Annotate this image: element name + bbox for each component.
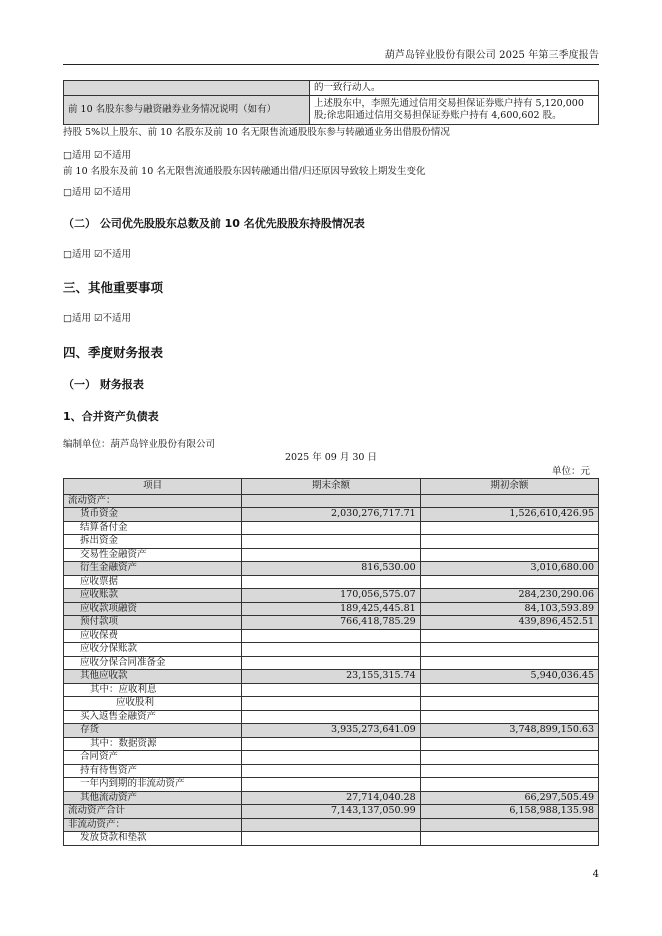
- row-label: 一年内到期的非流动资产: [64, 778, 242, 792]
- table-row: [64, 737, 599, 751]
- compiler-label: 编制单位：葫芦岛锌业股份有限公司: [63, 439, 216, 450]
- section-financial-statements: 四、季度财务报表: [63, 345, 164, 360]
- row-begin-balance: [420, 818, 598, 832]
- subsection-balance-sheet: 1、合并资产负债表: [63, 410, 159, 423]
- table-header-row: [64, 479, 599, 495]
- applicability-check-4: □适用 ☑不适用: [63, 313, 132, 324]
- row-label: 衍生金融资产: [64, 562, 242, 576]
- row-begin-balance: 284,230,290.06: [420, 589, 598, 603]
- row-begin-balance: 439,896,452.51: [420, 616, 598, 630]
- margin-trading-label: 前 10 名股东参与融资融券业务情况说明（如有）: [64, 96, 310, 125]
- report-date: 2025 年 09 月 30 日: [285, 452, 377, 463]
- table-row: [64, 575, 599, 589]
- row-begin-balance: [420, 683, 598, 697]
- row-begin-balance: [420, 751, 598, 765]
- table-row: [64, 535, 599, 549]
- row-end-balance: [242, 575, 420, 589]
- row-begin-balance: 3,010,680.00: [420, 562, 598, 576]
- table-row: [64, 670, 599, 684]
- row-end-balance: [242, 535, 420, 549]
- table-row: [64, 683, 599, 697]
- paragraph-lending: 持股 5%以上股东、前 10 名股东及前 10 名无限售流通股股东参与转融通业务出借股份情况: [63, 127, 450, 138]
- row-label: 其他应收款: [64, 670, 242, 684]
- balance-sheet-table: [63, 478, 599, 846]
- row-begin-balance: 84,103,593.89: [420, 602, 598, 616]
- row-begin-balance: [420, 737, 598, 751]
- row-label: 持有待售资产: [64, 764, 242, 778]
- row-end-balance: 23,155,315.74: [242, 670, 420, 684]
- row-end-balance: 7,143,137,050.99: [242, 805, 420, 819]
- row-begin-balance: [420, 494, 598, 508]
- table-row: [64, 764, 599, 778]
- row-label: 预付款项: [64, 616, 242, 630]
- row-end-balance: 3,935,273,641.09: [242, 724, 420, 738]
- section-preferred-shares: （二） 公司优先股股东总数及前 10 名优先股股东持股情况表: [63, 217, 365, 230]
- row-end-balance: [242, 737, 420, 751]
- row-label: 应收分保合同准备金: [64, 656, 242, 670]
- table-row: [64, 710, 599, 724]
- row-label: 流动资产：: [64, 494, 242, 508]
- table-row: [64, 778, 599, 792]
- row-end-balance: 27,714,040.28: [242, 791, 420, 805]
- row-begin-balance: 5,940,036.45: [420, 670, 598, 684]
- row-end-balance: [242, 832, 420, 846]
- row-end-balance: [242, 778, 420, 792]
- row-begin-balance: 3,748,899,150.63: [420, 724, 598, 738]
- row-end-balance: [242, 697, 420, 711]
- shareholder-note-table: [63, 80, 599, 125]
- row-end-balance: [242, 683, 420, 697]
- row-label: 合同资产: [64, 751, 242, 765]
- applicability-check-1: □适用 ☑不适用: [63, 150, 132, 161]
- row-label: 应收保费: [64, 629, 242, 643]
- table-row: [64, 656, 599, 670]
- row-begin-balance: [420, 643, 598, 657]
- row-begin-balance: [420, 778, 598, 792]
- table-row: [64, 548, 599, 562]
- table-row: [64, 589, 599, 603]
- row-end-balance: [242, 494, 420, 508]
- table-row: [64, 602, 599, 616]
- table-row: [64, 508, 599, 522]
- row-label: 应收股利: [64, 697, 242, 711]
- row-end-balance: [242, 710, 420, 724]
- table-row: [64, 818, 599, 832]
- blank-cell: [64, 81, 310, 96]
- row-begin-balance: [420, 575, 598, 589]
- row-begin-balance: [420, 697, 598, 711]
- table-row: [64, 751, 599, 765]
- row-end-balance: [242, 656, 420, 670]
- currency-unit: 单位：元: [551, 466, 590, 477]
- row-label: 非流动资产：: [64, 818, 242, 832]
- row-end-balance: 170,056,575.07: [242, 589, 420, 603]
- row-label: 结算备付金: [64, 521, 242, 535]
- row-label: 货币资金: [64, 508, 242, 522]
- table-row: [64, 791, 599, 805]
- row-begin-balance: 1,526,610,426.95: [420, 508, 598, 522]
- row-end-balance: [242, 643, 420, 657]
- table-row: [64, 805, 599, 819]
- header-item: 项目: [64, 479, 242, 495]
- table-row: [64, 616, 599, 630]
- paragraph-change: 前 10 名股东及前 10 名无限售流通股股东因转融通出借/归还原因导致较上期发生变化: [63, 166, 426, 177]
- row1-right-cell: 的一致行动人。: [310, 81, 599, 96]
- applicability-check-3: □适用 ☑不适用: [63, 249, 132, 260]
- margin-trading-detail-line2: 股;徐忠阳通过信用交易担保证券账户持有 4,600,602 股。: [314, 110, 562, 121]
- row-end-balance: [242, 548, 420, 562]
- row-label: 存货: [64, 724, 242, 738]
- row-end-balance: 189,425,445.81: [242, 602, 420, 616]
- margin-trading-detail-line1: 上述股东中，李照先通过信用交易担保证券账户持有 5,120,000: [314, 98, 584, 109]
- table-row: [64, 494, 599, 508]
- row-end-balance: [242, 751, 420, 765]
- row-end-balance: 816,530.00: [242, 562, 420, 576]
- row-end-balance: [242, 818, 420, 832]
- table-row: [64, 521, 599, 535]
- row-begin-balance: [420, 521, 598, 535]
- row-label: 拆出资金: [64, 535, 242, 549]
- row-begin-balance: [420, 710, 598, 724]
- section-other-matters: 三、其他重要事项: [63, 280, 164, 295]
- page-header-title: 葫芦岛锌业股份有限公司 2025 年第三季度报告: [384, 50, 599, 61]
- row-begin-balance: [420, 764, 598, 778]
- table-row: [64, 629, 599, 643]
- row-begin-balance: [420, 548, 598, 562]
- row-begin-balance: [420, 832, 598, 846]
- table-row: [64, 643, 599, 657]
- row-label: 流动资产合计: [64, 805, 242, 819]
- row-begin-balance: [420, 629, 598, 643]
- row-label: 其中：应收利息: [64, 683, 242, 697]
- row-label: 发放贷款和垫款: [64, 832, 242, 846]
- row-begin-balance: 66,297,505.49: [420, 791, 598, 805]
- row-label: 应收票据: [64, 575, 242, 589]
- row-begin-balance: [420, 656, 598, 670]
- table-row: [64, 562, 599, 576]
- row-end-balance: 766,418,785.29: [242, 616, 420, 630]
- row-begin-balance: 6,158,988,135.98: [420, 805, 598, 819]
- table-row: [64, 832, 599, 846]
- row-end-balance: 2,030,276,717.71: [242, 508, 420, 522]
- margin-trading-detail: [310, 96, 599, 125]
- row-label: 交易性金融资产: [64, 548, 242, 562]
- row-label: 应收分保账款: [64, 643, 242, 657]
- row-label: 应收款项融资: [64, 602, 242, 616]
- header-begin-balance: 期初余额: [420, 479, 598, 495]
- applicability-check-2: □适用 ☑不适用: [63, 187, 132, 198]
- subsection-financial-reports: （一） 财务报表: [63, 378, 144, 391]
- row-begin-balance: [420, 535, 598, 549]
- row-end-balance: [242, 629, 420, 643]
- header-end-balance: 期末余额: [242, 479, 420, 495]
- header-divider: [63, 64, 599, 65]
- row-end-balance: [242, 764, 420, 778]
- row-end-balance: [242, 521, 420, 535]
- row-label: 其中：数据资源: [64, 737, 242, 751]
- row-label: 应收账款: [64, 589, 242, 603]
- page-number: 4: [592, 869, 599, 880]
- table-row: [64, 724, 599, 738]
- row-label: 买入返售金融资产: [64, 710, 242, 724]
- table-row: [64, 697, 599, 711]
- row-label: 其他流动资产: [64, 791, 242, 805]
